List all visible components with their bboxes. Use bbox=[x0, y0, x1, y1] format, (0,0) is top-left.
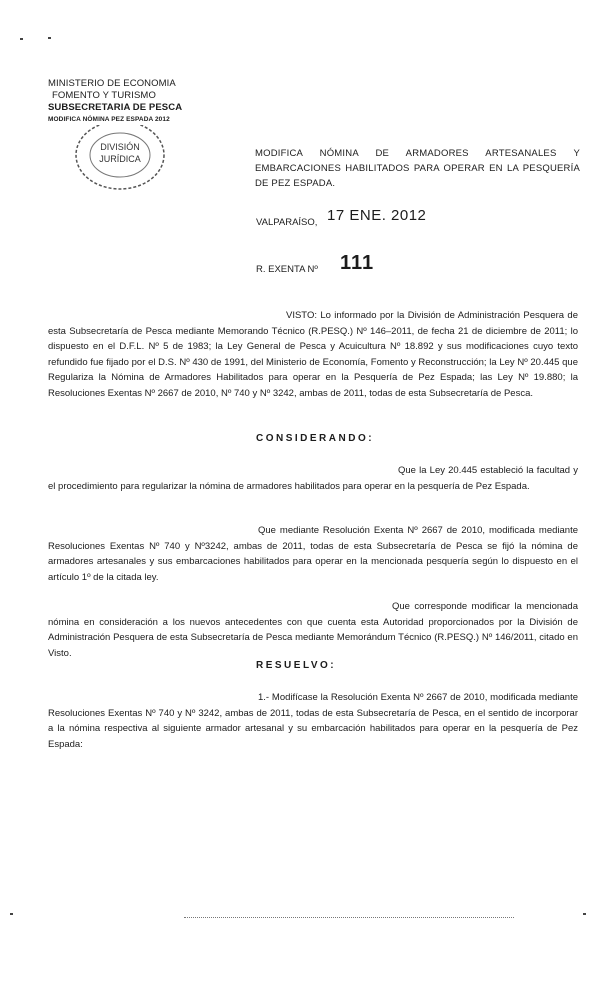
stamp-juridica-text: JURÍDICA bbox=[99, 154, 141, 164]
ministry-header bbox=[48, 78, 182, 126]
considerando-item-1: Que la Ley 20.445 estableció la facultad y el procedimiento para regularizar la nómina de armadores habilitados para operar en la pesquería de Pez Espada. bbox=[48, 465, 578, 492]
stamp-division-text: DIVISIÓN bbox=[100, 142, 140, 152]
scan-speck bbox=[48, 37, 51, 39]
place-label: VALPARAÍSO, bbox=[256, 217, 318, 228]
visto-paragraph: VISTO: Lo informado por la División de Administración Pesquera de esta Subsecretaría de Pesca mediante Memorando Técnico (R.PESQ.) Nº 146–2011, de fecha 21 de diciembre de 2011; lo dispuesto en el D.F.L. Nº 5 de 1983; la Ley General de Pesca y Acuicultura Nº 18.892 y sus modificaciones cuyo texto refundido fue fijado por el D.S. Nº 430 de 1991, del Ministerio de Economía, Fomento y Reconstrucción; la Ley Nº 20.445 que Regulariza la Nómina de Armadores Habilitados para operar en la Pesquería de Pez Espada; las Ley Nº 19.880; la Resoluciones Exentas Nº 2667 de 2010, Nº 740 y Nº 3242, ambas de 2011, todas de esta Subsecretaría de Pesca. bbox=[48, 310, 578, 399]
resolution-number: 111 bbox=[340, 252, 375, 274]
resuelvo-item-1: 1.- Modifícase la Resolución Exenta Nº 2667 de 2010, modificada mediante Resoluciones Exentas Nº 740 y Nº 3242, ambas de 2011, todas de esta Subsecretaría de Pesca, en el sentido de incorporar a la nómina respectiva al siguiente armador artesanal y su embarcación habilitados para operar en la pesquería de Pez Espada: bbox=[48, 692, 578, 750]
resolution-label: R. EXENTA Nº bbox=[256, 264, 318, 275]
scan-speck bbox=[10, 913, 13, 915]
header-doc-ref: MODIFICA NÓMINA PEZ ESPADA 2012 bbox=[48, 116, 170, 123]
juridica-stamp bbox=[62, 125, 178, 209]
scan-speck bbox=[20, 38, 23, 40]
issue-date: 17 ENE. 2012 bbox=[327, 207, 427, 224]
document-title: MODIFICA NÓMINA DE ARMADORES ARTESANALES Y EMBARCACIONES HABILITADOS PARA OPERAR EN LA PESQUERÍA DE PEZ ESPADA. bbox=[255, 148, 580, 189]
scan-speck bbox=[583, 913, 586, 915]
considerando-heading: CONSIDERANDO: bbox=[256, 433, 375, 444]
resuelvo-heading: RESUELVO: bbox=[256, 660, 337, 671]
header-fomento: FOMENTO Y TURISMO bbox=[52, 90, 156, 101]
footer-dotted-line bbox=[184, 917, 514, 918]
header-subsecretaria: SUBSECRETARIA DE PESCA bbox=[48, 102, 183, 113]
considerando-item-3: Que corresponde modificar la mencionada nómina en consideración a los nuevos antecedentes con que cuenta esta Autoridad proporcionados por la División de Administración Pesquera de esta Subsecretaría de Pesca mediante Memorándum Técnico (R.PESQ.) Nº 146/2011, citado en Visto. bbox=[48, 601, 578, 659]
considerando-item-2: Que mediante Resolución Exenta Nº 2667 de 2010, modificada mediante Resoluciones Exentas Nº 740 y Nº3242, ambas de 2011, todas de esta Subsecretaría de Pesca se fijó la nómina de armadores artesanales y sus embarcaciones habilitados para operar en la mencionada pesquería según lo dispuesto en el artículo 1º de la citada ley. bbox=[48, 525, 578, 583]
header-ministry: MINISTERIO DE ECONOMIA bbox=[48, 78, 176, 89]
